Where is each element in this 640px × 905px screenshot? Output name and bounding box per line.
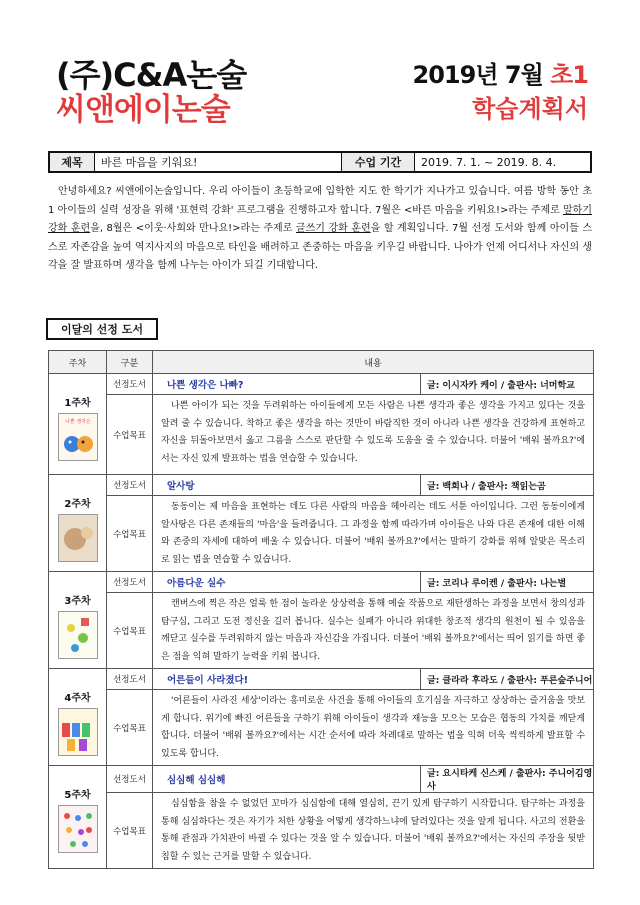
book-title: 아름다운 실수 xyxy=(153,572,421,593)
lesson-goal: '어른들이 사라진 세상'이라는 흥미로운 사건을 통해 아이들의 호기심을 자극하고 상상하는 즐거움을 맛보게 합니다. 위기에 빠진 어른들을 구하기 위해 아이들이 생각과 재능을 모으는 모습은 협동의 가치를 깨닫게 합니다. 더불어 '배워 볼까요?'에서는 시간 순서에 따라 차례대로 말하는 법을 익혀 더욱 씩씩하게 발표할 수 있도록 합니다. xyxy=(153,690,594,766)
table-header-row xyxy=(49,351,594,374)
intro-underline-2: 글쓰기 강화 훈련 xyxy=(295,223,371,234)
plan-date: 2019년 7월 xyxy=(412,61,551,89)
subject-label: 제목 xyxy=(50,153,95,171)
company-logo xyxy=(56,58,246,128)
week-label: 1주차 xyxy=(64,398,91,409)
document-title: 학습계획서 xyxy=(472,95,588,123)
type-goal-label: 수업목표 xyxy=(107,793,153,869)
plan-month xyxy=(413,60,588,90)
period-value: 2019. 7. 1. ~ 2019. 8. 4. xyxy=(421,155,557,169)
type-goal-label: 수업목표 xyxy=(107,395,153,475)
book-cover-image xyxy=(58,413,98,461)
lesson-goal: 동동이는 제 마음을 표현하는 데도 다른 사람의 마음을 헤아리는 데도 서툰 아이입니다. 그런 동동이에게 알사탕은 다른 존재들의 '마음'을 들려줍니다. 그 과정을 함께 따라가며 아이들은 나와 다른 존재에 대한 이해와 존중의 자세에 대하여 배울 수 있습니다. 더불어 '배워 볼까요?'에서는 말하기 강화를 위해 알맞은 목소리로 읽는 법을 연습할 수 있습니다. xyxy=(153,496,594,572)
col-content: 내용 xyxy=(153,351,594,374)
book-cover-image xyxy=(58,805,98,853)
info-bar xyxy=(48,151,592,173)
col-type: 구분 xyxy=(107,351,153,374)
intro-text-1: 안녕하세요? 씨앤에이논술입니다. 우리 아이들이 초등학교에 입학한 지도 한 학기가 지나가고 있습니다. 여름 방학 동안 초1 아이들의 실력 성장을 위해 '표현력 강화' 프로그램을 진행하고자 합니다. 7월은 <바른 마음을 키워요!>라는 주제로 xyxy=(48,186,592,216)
book-title: 어른들이 사라졌다! xyxy=(153,669,421,690)
type-book-label: 선정도서 xyxy=(107,572,153,593)
document-heading xyxy=(413,60,588,126)
lesson-goal: 캔버스에 찍은 작은 얼룩 한 점이 놀라운 상상력을 통해 예술 작품으로 재탄생하는 과정을 보면서 창의성과 탐구심, 그리고 도전 정신을 길러 봅니다. 실수는 실패가 아니라 위대한 창조적 생각의 원천이 될 수 있음을 깨닫고 실수를 두려워하지 않는 마음과 자신감을 가집니다. 더불어 '배워 볼까요?'에서는 띄어 읽기를 하면 좋은 점을 익혀 말하기 능력을 키워 봅니다. xyxy=(153,593,594,669)
section-title: 이달의 선정 도서 xyxy=(46,318,158,340)
intro-paragraph xyxy=(48,183,592,276)
week-cell xyxy=(49,766,107,869)
type-book-label: 선정도서 xyxy=(107,475,153,496)
week-label: 5주차 xyxy=(64,790,91,801)
week-cell xyxy=(49,475,107,572)
book-cover-image xyxy=(58,708,98,756)
table-row xyxy=(49,766,594,793)
intro-underline-1: 말하기 강화 훈련 xyxy=(48,204,592,234)
week-label: 3주차 xyxy=(64,596,91,607)
table-row xyxy=(49,793,594,869)
logo-korean-name: 씨앤에이논술 xyxy=(56,92,230,128)
intro-text-2: 을, 8월은 <이웃·사회와 만나요!>라는 주제로 xyxy=(90,223,296,234)
table-row xyxy=(49,475,594,496)
intro-text-3: 을 할 계획입니다. 7월 선정 도서와 함께 아이들 스스로 자존감을 높여 역지사지의 마음으로 타인을 배려하고 존중하는 마음을 키우길 바랍니다. 나아가 언제 어디서나 자신의 생각을 잘 발표하며 생각을 함께 나누는 아이가 되길 기대합니다. xyxy=(48,223,592,271)
week-cell xyxy=(49,669,107,766)
book-author: 글: 이시자카 케이 / 출판사: 너머학교 xyxy=(421,374,594,395)
book-cover-image xyxy=(58,611,98,659)
subject-value: 바른 마음을 키워요! xyxy=(95,153,342,171)
book-title: 알사탕 xyxy=(153,475,421,496)
book-cover-image xyxy=(58,514,98,562)
book-author: 글: 클라라 후라도 / 출판사: 푸른숲주니어 xyxy=(421,669,594,690)
table-row xyxy=(49,572,594,593)
book-title: 심심해 심심해 xyxy=(153,766,421,793)
type-goal-label: 수업목표 xyxy=(107,690,153,766)
table-row xyxy=(49,395,594,475)
logo-company-name: (주)C&A논술 xyxy=(56,56,247,94)
lesson-goal: 심심함을 참을 수 없었던 꼬마가 심심함에 대해 열심히, 끈기 있게 탐구하기 시작합니다. 탐구하는 과정을 통해 심심하다는 것은 자기가 처한 상황을 어떻게 생각하느냐에 달려있다는 것을 알게 됩니다. 사고의 전환을 통해 관점과 가치관이 바뀔 수 있다는 것을 알 수 있습니다. 더불어 '배워 볼까요?'에서는 자신의 주장을 뒷받침할 수 있는 근거를 말할 수 있습니다. xyxy=(153,793,594,869)
book-title: 나쁜 생각은 나빠? xyxy=(153,374,421,395)
table-row xyxy=(49,669,594,690)
svg-text:나쁜 생각은: 나쁜 생각은 xyxy=(64,419,91,425)
book-author: 글: 백희나 / 출판사: 책읽는곰 xyxy=(421,475,594,496)
col-week: 주차 xyxy=(49,351,107,374)
period-label: 수업 기간 xyxy=(342,153,415,171)
week-cell xyxy=(49,572,107,669)
type-book-label: 선정도서 xyxy=(107,374,153,395)
book-author: 글: 코리나 루이켄 / 출판사: 나는별 xyxy=(421,572,594,593)
type-goal-label: 수업목표 xyxy=(107,593,153,669)
table-row xyxy=(49,496,594,572)
type-book-label: 선정도서 xyxy=(107,669,153,690)
week-label: 2주차 xyxy=(64,499,91,510)
week-cell xyxy=(49,374,107,475)
table-row xyxy=(49,374,594,395)
plan-grade: 초1 xyxy=(550,61,588,89)
type-book-label: 선정도서 xyxy=(107,766,153,793)
type-goal-label: 수업목표 xyxy=(107,496,153,572)
table-row xyxy=(49,593,594,669)
table-row xyxy=(49,690,594,766)
week-label: 4주차 xyxy=(64,693,91,704)
book-author: 글: 요시타케 신스케 / 출판사: 주니어김영사 xyxy=(421,766,594,793)
lesson-goal: 나쁜 아이가 되는 것을 두려워하는 아이들에게 모든 사람은 나쁜 생각과 좋은 생각을 가지고 있다는 것을 알려 줄 수 있습니다. 착하고 좋은 생각을 하는 것만이 바람직한 것이 아니라 나쁜 생각을 건강하게 표현하고 자신을 뒤돌아보면서 옳고 그름을 스스로 판단할 수 있도록 도움을 줄 수 있습니다. 더불어 '배워 볼까요?'에서는 자신 있게 발표하는 법을 연습할 수 있습니다. xyxy=(153,395,594,475)
book-table xyxy=(48,350,594,869)
